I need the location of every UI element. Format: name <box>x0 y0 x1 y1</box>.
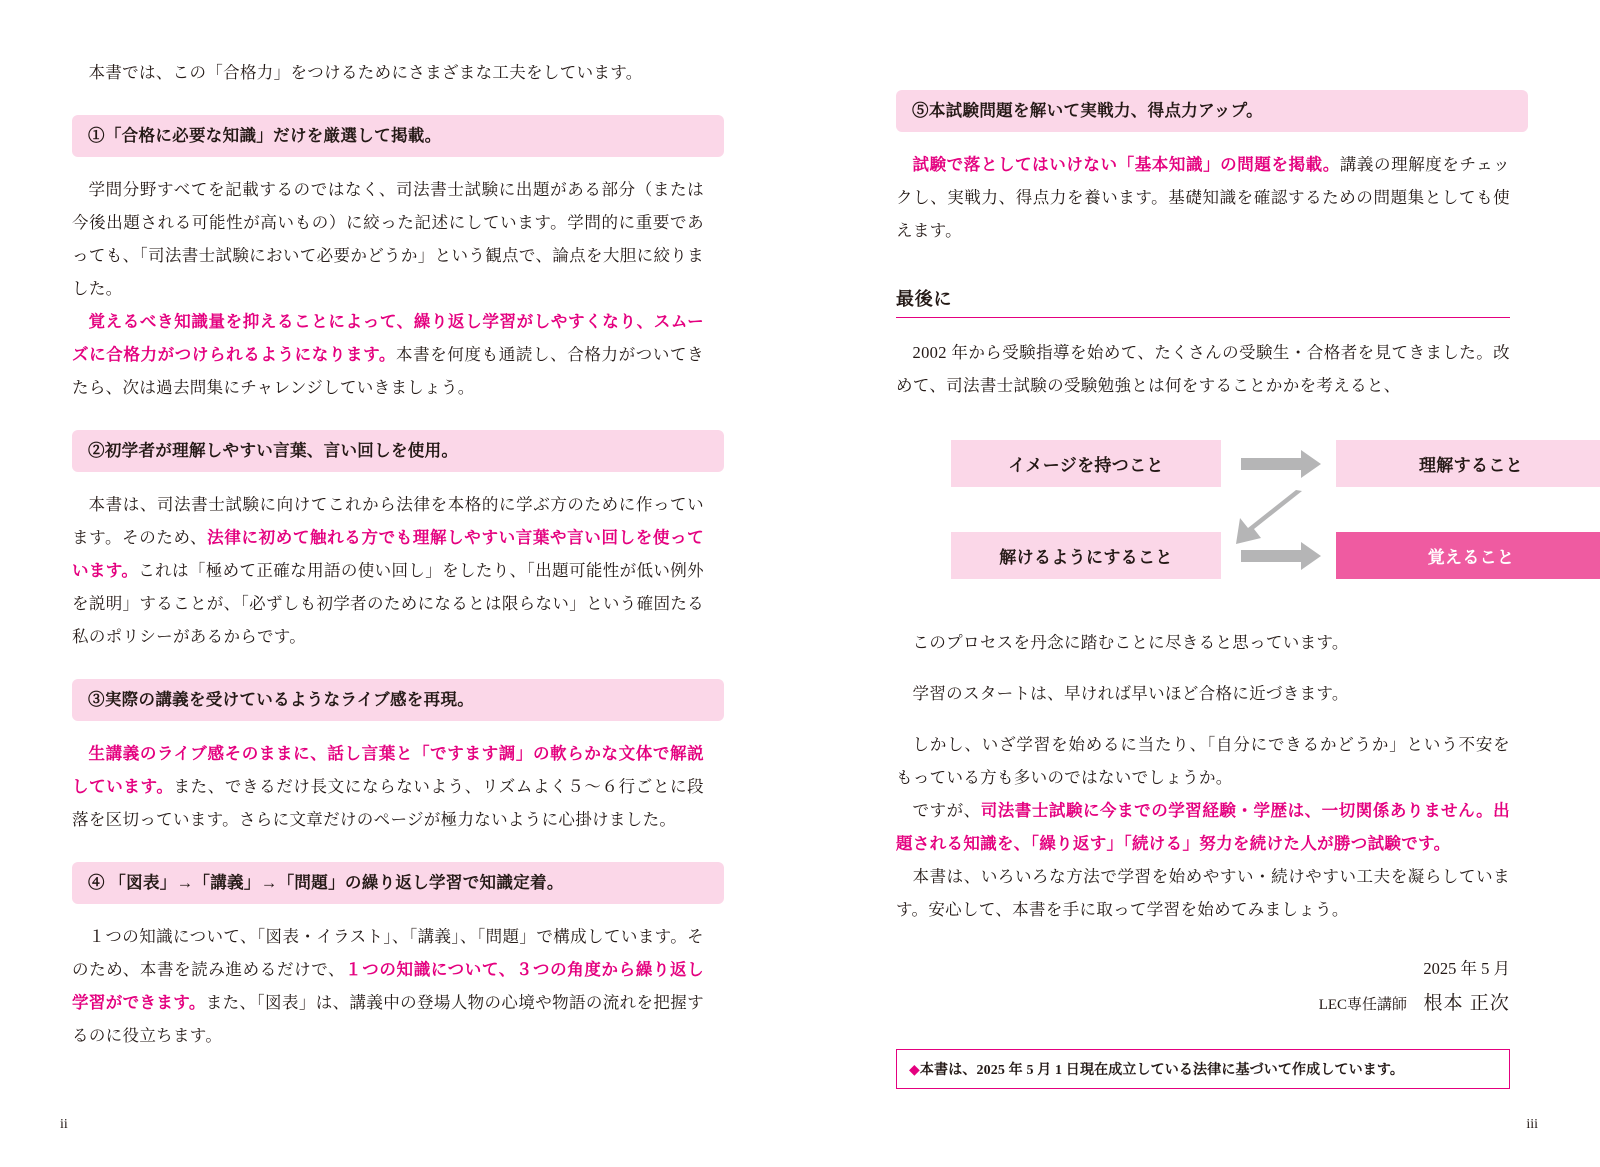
paragraph-2a: 本書は、司法書士試験に向けてこれから法律を本格的に学ぶ方のために作っています。そのため、 <box>72 495 704 548</box>
paragraph-1b <box>72 305 704 404</box>
paragraph-10 <box>896 794 1510 860</box>
diamond-icon: ◆ <box>909 1063 920 1079</box>
heading-band-2: ②初学者が理解しやすい言葉、言い回しを使用。 <box>72 430 724 472</box>
right-page <box>800 0 1600 1167</box>
learning-process-diagram <box>896 432 1524 592</box>
paragraph-2-emphasis: 法律に初めて触れる方でも理解しやすい言葉や言い回しを使っています。 <box>72 528 704 581</box>
paragraph-5-emphasis: 試験で落としてはいけない「基本知識」の問題を掲載。 <box>912 155 1340 175</box>
paragraph-6: 2002 年から受験指導を始めて、たくさんの受験生・合格者を見てきました。改めて、司法書士試験の受験勉強とは何をすることかかを考えると、 <box>896 343 1510 396</box>
paragraph-1a: 学問分野すべてを記載するのではなく、司法書士試験に出題がある部分（または今後出題される可能性が高いもの）に絞った記述にしています。学問的に重要であっても、「司法書士試験において必要かどうか」という観点で、論点を大胆に絞りました。 <box>72 180 704 299</box>
paragraph-10a: ですが、 <box>912 801 981 821</box>
paragraph-1b-emphasis: 覚えるべき知識量を抑えることによって、繰り返し学習がしやすくなり、スムーズに合格力がつけられるようになります。 <box>72 312 704 365</box>
page-number-left: ii <box>60 1117 68 1132</box>
legal-note <box>896 1049 1510 1089</box>
diagram-box-image: イメージを持つこと <box>951 440 1221 487</box>
paragraph-4 <box>72 920 704 1052</box>
paragraph-3 <box>72 737 704 836</box>
intro-paragraph: 本書では、この「合格力」をつけるためにさまざまな工夫をしています。 <box>88 63 643 82</box>
heading-band-1: ①「合格に必要な知識」だけを厳選して掲載。 <box>72 115 724 157</box>
signature-role: LEC専任講師 <box>1318 997 1408 1014</box>
paragraph-2 <box>72 488 704 653</box>
paragraph-3-emphasis: 生講義のライブ感そのままに、話し言葉と「ですます調」の軟らかな文体で解説しています。 <box>72 744 704 797</box>
paragraph-4b: また、「図表」は、講義中の登場人物の心境や物語の流れを把握するのに役立ちます。 <box>72 993 704 1046</box>
legal-note-text: 本書は、2025 年 5 月 1 日現在成立している法律に基づいて作成しています。 <box>919 1063 1405 1079</box>
paragraph-7: このプロセスを丹念に踏むことに尽きると思っています。 <box>912 633 1349 653</box>
paragraph-4a: １つの知識について、「図表・イラスト」、「講義」、「問題」で構成しています。そのため、本書を読み進めるだけで、 <box>72 927 704 980</box>
heading-band-3: ③実際の講義を受けているようなライブ感を再現。 <box>72 679 724 721</box>
section-rule <box>896 317 1510 318</box>
paragraph-4-emphasis: １つの知識について、３つの角度から繰り返し学習ができます。 <box>72 960 704 1013</box>
signature-block <box>896 952 1510 1023</box>
signature-name: 根本 正次 <box>1423 993 1510 1015</box>
paragraph-2b: これは「極めて正確な用語の使い回し」をしたり、「出題可能性が低い例外を説明」することが、「必ずしも初学者のためになるとは限らない」という確固たる私のポリシーがあるからです。 <box>72 561 704 647</box>
signature-date: 2025 年 5 月 <box>1423 959 1510 979</box>
paragraph-1b-rest: 本書を何度も通読し、合格力がついてきたら、次は過去問集にチャレンジしていきましょう。 <box>72 345 704 398</box>
diagram-box-understand: 理解すること <box>1336 440 1600 487</box>
paragraph-10-emphasis: 司法書士試験に今までの学習経験・学歴は、一切関係ありません。出題される知識を、「繰り返す」「続ける」努力を続けた人が勝つ試験です。 <box>896 801 1510 854</box>
heading-band-5: ⑤本試験問題を解いて実戦力、得点力アップ。 <box>896 90 1528 132</box>
paragraph-8: 学習のスタートは、早ければ早いほど合格に近づきます。 <box>912 684 1349 704</box>
paragraph-11: 本書は、いろいろな方法で学習を始めやすい・続けやすい工夫を凝らしています。安心して、本書を手に取って学習を始めてみましょう。 <box>896 867 1510 920</box>
paragraph-5 <box>896 148 1510 247</box>
paragraph-5-rest: 講義の理解度をチェックし、実戦力、得点力を養います。基礎知識を確認するための問題集としても使えます。 <box>896 155 1510 241</box>
diagram-box-memorize: 覚えること <box>1336 532 1600 579</box>
diagram-box-solve: 解けるようにすること <box>951 532 1221 579</box>
section-title-closing: 最後に <box>896 289 953 310</box>
page-number-right: iii <box>1526 1117 1538 1132</box>
paragraph-3-rest: また、できるだけ長文にならないよう、リズムよく５～６行ごとに段落を区切っています。さらに文章だけのページが極力ないように心掛けました。 <box>72 777 704 830</box>
signature-line <box>896 985 1510 1023</box>
heading-band-4: ④ 「図表」→「講義」→「問題」の繰り返し学習で知識定着。 <box>72 862 724 904</box>
paragraph-9: しかし、いざ学習を始めるに当たり、「自分にできるかどうか」という不安をもっている方も多いのではないでしょうか。 <box>896 735 1510 788</box>
